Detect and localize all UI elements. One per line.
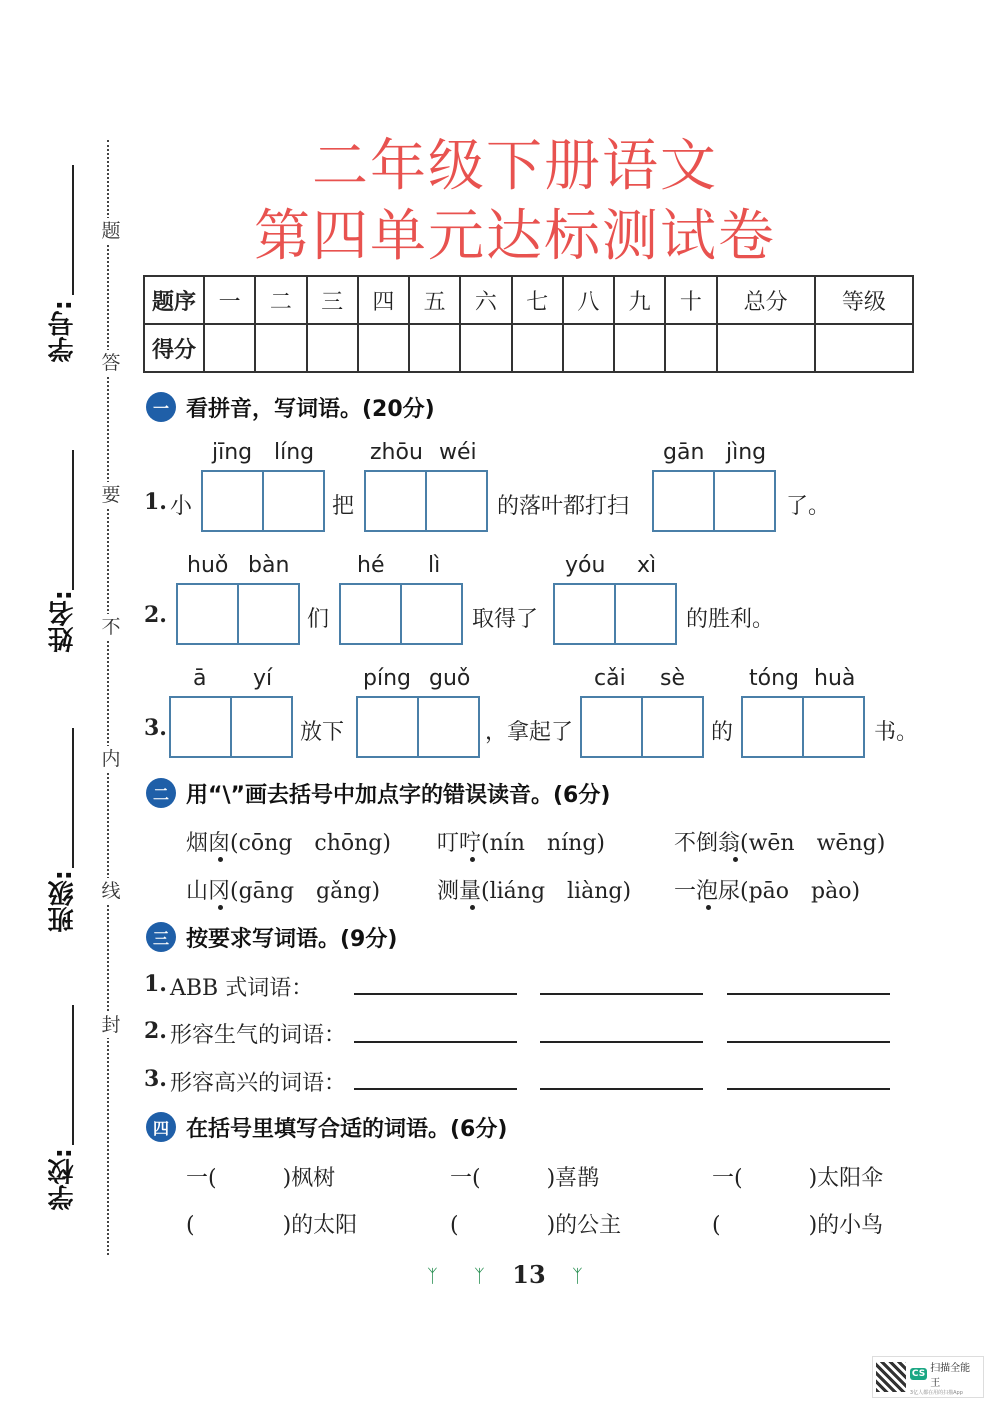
fill-item[interactable]: ( )的太阳	[186, 1213, 358, 1238]
answer-boxes[interactable]	[169, 696, 293, 758]
section-3-badge: 三	[146, 922, 176, 952]
answer-blank[interactable]	[727, 993, 890, 995]
score-cell[interactable]	[815, 324, 913, 372]
score-table	[143, 275, 914, 373]
emphasis-dot	[706, 905, 711, 910]
scanner-watermark	[872, 1356, 984, 1398]
answer-boxes[interactable]	[553, 583, 677, 645]
pinyin: guǒ	[429, 666, 471, 691]
section-1-header	[146, 391, 435, 423]
question-text: ABB 式词语：	[170, 976, 314, 1001]
student-name-label: 姓名:	[48, 590, 78, 653]
sprout-icon: ᛉ	[427, 1266, 438, 1287]
question-text: 形容高兴的词语：	[170, 1071, 347, 1096]
page-number: 13	[512, 1260, 546, 1289]
question-text: 的胜利。	[686, 607, 775, 632]
seal-char: 题	[101, 220, 121, 242]
section-4-badge: 四	[146, 1112, 176, 1142]
answer-blank[interactable]	[354, 1041, 517, 1043]
score-cell[interactable]	[358, 324, 409, 372]
score-row2-head: 得分	[144, 324, 204, 372]
emphasis-dot	[733, 857, 738, 862]
question-number: 2.	[144, 602, 167, 628]
score-col: 八	[563, 276, 614, 324]
fill-item[interactable]: ( )的小鸟	[712, 1213, 884, 1238]
question-number: 2.	[144, 1018, 167, 1044]
score-cell[interactable]	[255, 324, 306, 372]
score-cell[interactable]	[665, 324, 716, 372]
pinyin: gān	[663, 440, 705, 465]
qr-code-icon	[876, 1362, 906, 1392]
section-4-title: 在括号里填写合适的词语。(6分)	[186, 1116, 508, 1142]
watermark-name: 扫描全能王	[930, 1362, 971, 1389]
pinyin: lì	[428, 553, 441, 578]
answer-boxes[interactable]	[741, 696, 865, 758]
question-number: 1.	[144, 971, 167, 997]
score-cell[interactable]	[460, 324, 511, 372]
question-text: 书。	[874, 720, 919, 745]
question-number: 3.	[144, 1066, 167, 1092]
score-col: 六	[460, 276, 511, 324]
pronunciation-item[interactable]: 烟囱(cōng chōng)	[186, 831, 391, 856]
pinyin: líng	[274, 440, 315, 465]
score-cell[interactable]	[563, 324, 614, 372]
seal-char: 不	[101, 616, 121, 638]
seal-char: 内	[101, 748, 121, 770]
pinyin: yóu	[565, 553, 606, 578]
section-2-title: 用“\”画去括号中加点字的错误读音。(6分)	[186, 782, 611, 808]
pinyin: zhōu	[370, 440, 423, 465]
pinyin: jīng	[212, 440, 253, 465]
seal-char: 封	[101, 1014, 121, 1036]
question-number: 3.	[144, 715, 167, 741]
answer-blank[interactable]	[727, 1041, 890, 1043]
title-line-2: 第四单元达标测试卷	[254, 204, 776, 269]
pinyin: píng	[363, 666, 411, 691]
class-label: 班级:	[48, 870, 78, 933]
score-col: 九	[614, 276, 665, 324]
score-col: 一	[204, 276, 255, 324]
answer-boxes[interactable]	[580, 696, 704, 758]
score-col: 总分	[717, 276, 815, 324]
emphasis-dot	[470, 905, 475, 910]
answer-blank[interactable]	[727, 1088, 890, 1090]
score-cell[interactable]	[204, 324, 255, 372]
pinyin: bàn	[248, 553, 290, 578]
question-text: 放下	[300, 720, 345, 745]
sprout-icon: ᛉ	[572, 1266, 583, 1287]
score-col: 三	[307, 276, 358, 324]
binding-line-3	[72, 728, 74, 868]
score-header-row	[144, 276, 913, 324]
fill-item[interactable]: 一( )太阳伞	[712, 1166, 884, 1191]
pinyin: ā	[193, 666, 207, 691]
watermark-sub: 3亿人都在用的扫描App	[909, 1389, 963, 1396]
title-line-1: 二年级下册语文	[312, 134, 718, 199]
answer-boxes[interactable]	[356, 696, 480, 758]
pinyin: sè	[660, 666, 685, 691]
score-col: 十	[665, 276, 716, 324]
score-cell[interactable]	[717, 324, 815, 372]
pinyin: xì	[637, 553, 657, 578]
score-cell[interactable]	[614, 324, 665, 372]
student-number-label: 学号:	[48, 300, 78, 363]
pinyin: jìng	[726, 440, 767, 465]
question-text: 取得了	[472, 607, 539, 632]
answer-blank[interactable]	[540, 1041, 703, 1043]
emphasis-dot	[218, 857, 223, 862]
seal-char: 答	[101, 352, 121, 374]
answer-blank[interactable]	[540, 1088, 703, 1090]
pronunciation-item[interactable]: 山冈(gāng gǎng)	[186, 879, 381, 904]
section-2-badge: 二	[146, 778, 176, 808]
score-cell[interactable]	[409, 324, 460, 372]
question-text: 了。	[786, 494, 831, 519]
emphasis-dot	[218, 905, 223, 910]
score-row1-head: 题序	[144, 276, 204, 324]
emphasis-dot	[470, 857, 475, 862]
seal-char: 线	[101, 880, 121, 902]
answer-boxes[interactable]	[201, 470, 325, 532]
answer-blank[interactable]	[540, 993, 703, 995]
score-value-row	[144, 324, 913, 372]
answer-boxes[interactable]	[652, 470, 776, 532]
question-text: 形容生气的词语：	[170, 1023, 347, 1048]
cs-logo-icon: CS	[911, 1368, 926, 1379]
answer-blank[interactable]	[354, 1088, 517, 1090]
score-col: 二	[255, 276, 306, 324]
binding-line-2	[72, 450, 74, 590]
answer-boxes[interactable]	[339, 583, 463, 645]
section-4-header	[146, 1111, 507, 1143]
section-1-title: 看拼音，写词语。(20分)	[186, 396, 435, 422]
score-col: 五	[409, 276, 460, 324]
fill-item[interactable]: 一( )枫树	[186, 1166, 336, 1191]
sprout-icon: ᛉ	[474, 1266, 485, 1287]
question-text: 把	[332, 494, 355, 519]
pinyin: huǒ	[187, 553, 229, 578]
score-cell[interactable]	[307, 324, 358, 372]
pronunciation-item[interactable]: 不倒翁(wēn wēng)	[674, 831, 886, 856]
score-col: 等级	[815, 276, 913, 324]
fill-item[interactable]: 一( )喜鹊	[450, 1166, 600, 1191]
score-col: 七	[512, 276, 563, 324]
section-3-header	[146, 921, 397, 953]
question-text: 们	[307, 607, 330, 632]
section-2-header	[146, 777, 610, 809]
pronunciation-item[interactable]: 一泡尿(pāo pào)	[674, 879, 861, 904]
question-text: ，拿起了	[485, 720, 574, 745]
pinyin: tóng	[749, 666, 799, 691]
question-text: 的落叶都打扫	[497, 494, 630, 519]
pinyin: cǎi	[594, 666, 626, 691]
answer-boxes[interactable]	[176, 583, 300, 645]
pronunciation-item[interactable]: 测量(liáng liàng)	[437, 879, 632, 904]
question-text: 的	[711, 720, 734, 745]
seal-char: 要	[101, 484, 121, 506]
pinyin: wéi	[439, 440, 477, 465]
answer-blank[interactable]	[354, 993, 517, 995]
question-text: 小	[170, 494, 193, 519]
section-3-title: 按要求写词语。(9分)	[186, 926, 398, 952]
score-col: 四	[358, 276, 409, 324]
school-label: 学校:	[48, 1148, 78, 1211]
seal-dotted-line	[107, 140, 109, 1255]
question-number: 1.	[144, 489, 167, 515]
pinyin: hé	[357, 553, 385, 578]
score-cell[interactable]	[512, 324, 563, 372]
pinyin: yí	[253, 666, 273, 691]
fill-item[interactable]: ( )的公主	[450, 1213, 622, 1238]
answer-boxes[interactable]	[364, 470, 488, 532]
section-1-badge: 一	[146, 392, 176, 422]
binding-line-4	[72, 1005, 74, 1145]
pronunciation-item[interactable]: 叮咛(nín níng)	[437, 831, 605, 856]
pinyin: huà	[814, 666, 856, 691]
